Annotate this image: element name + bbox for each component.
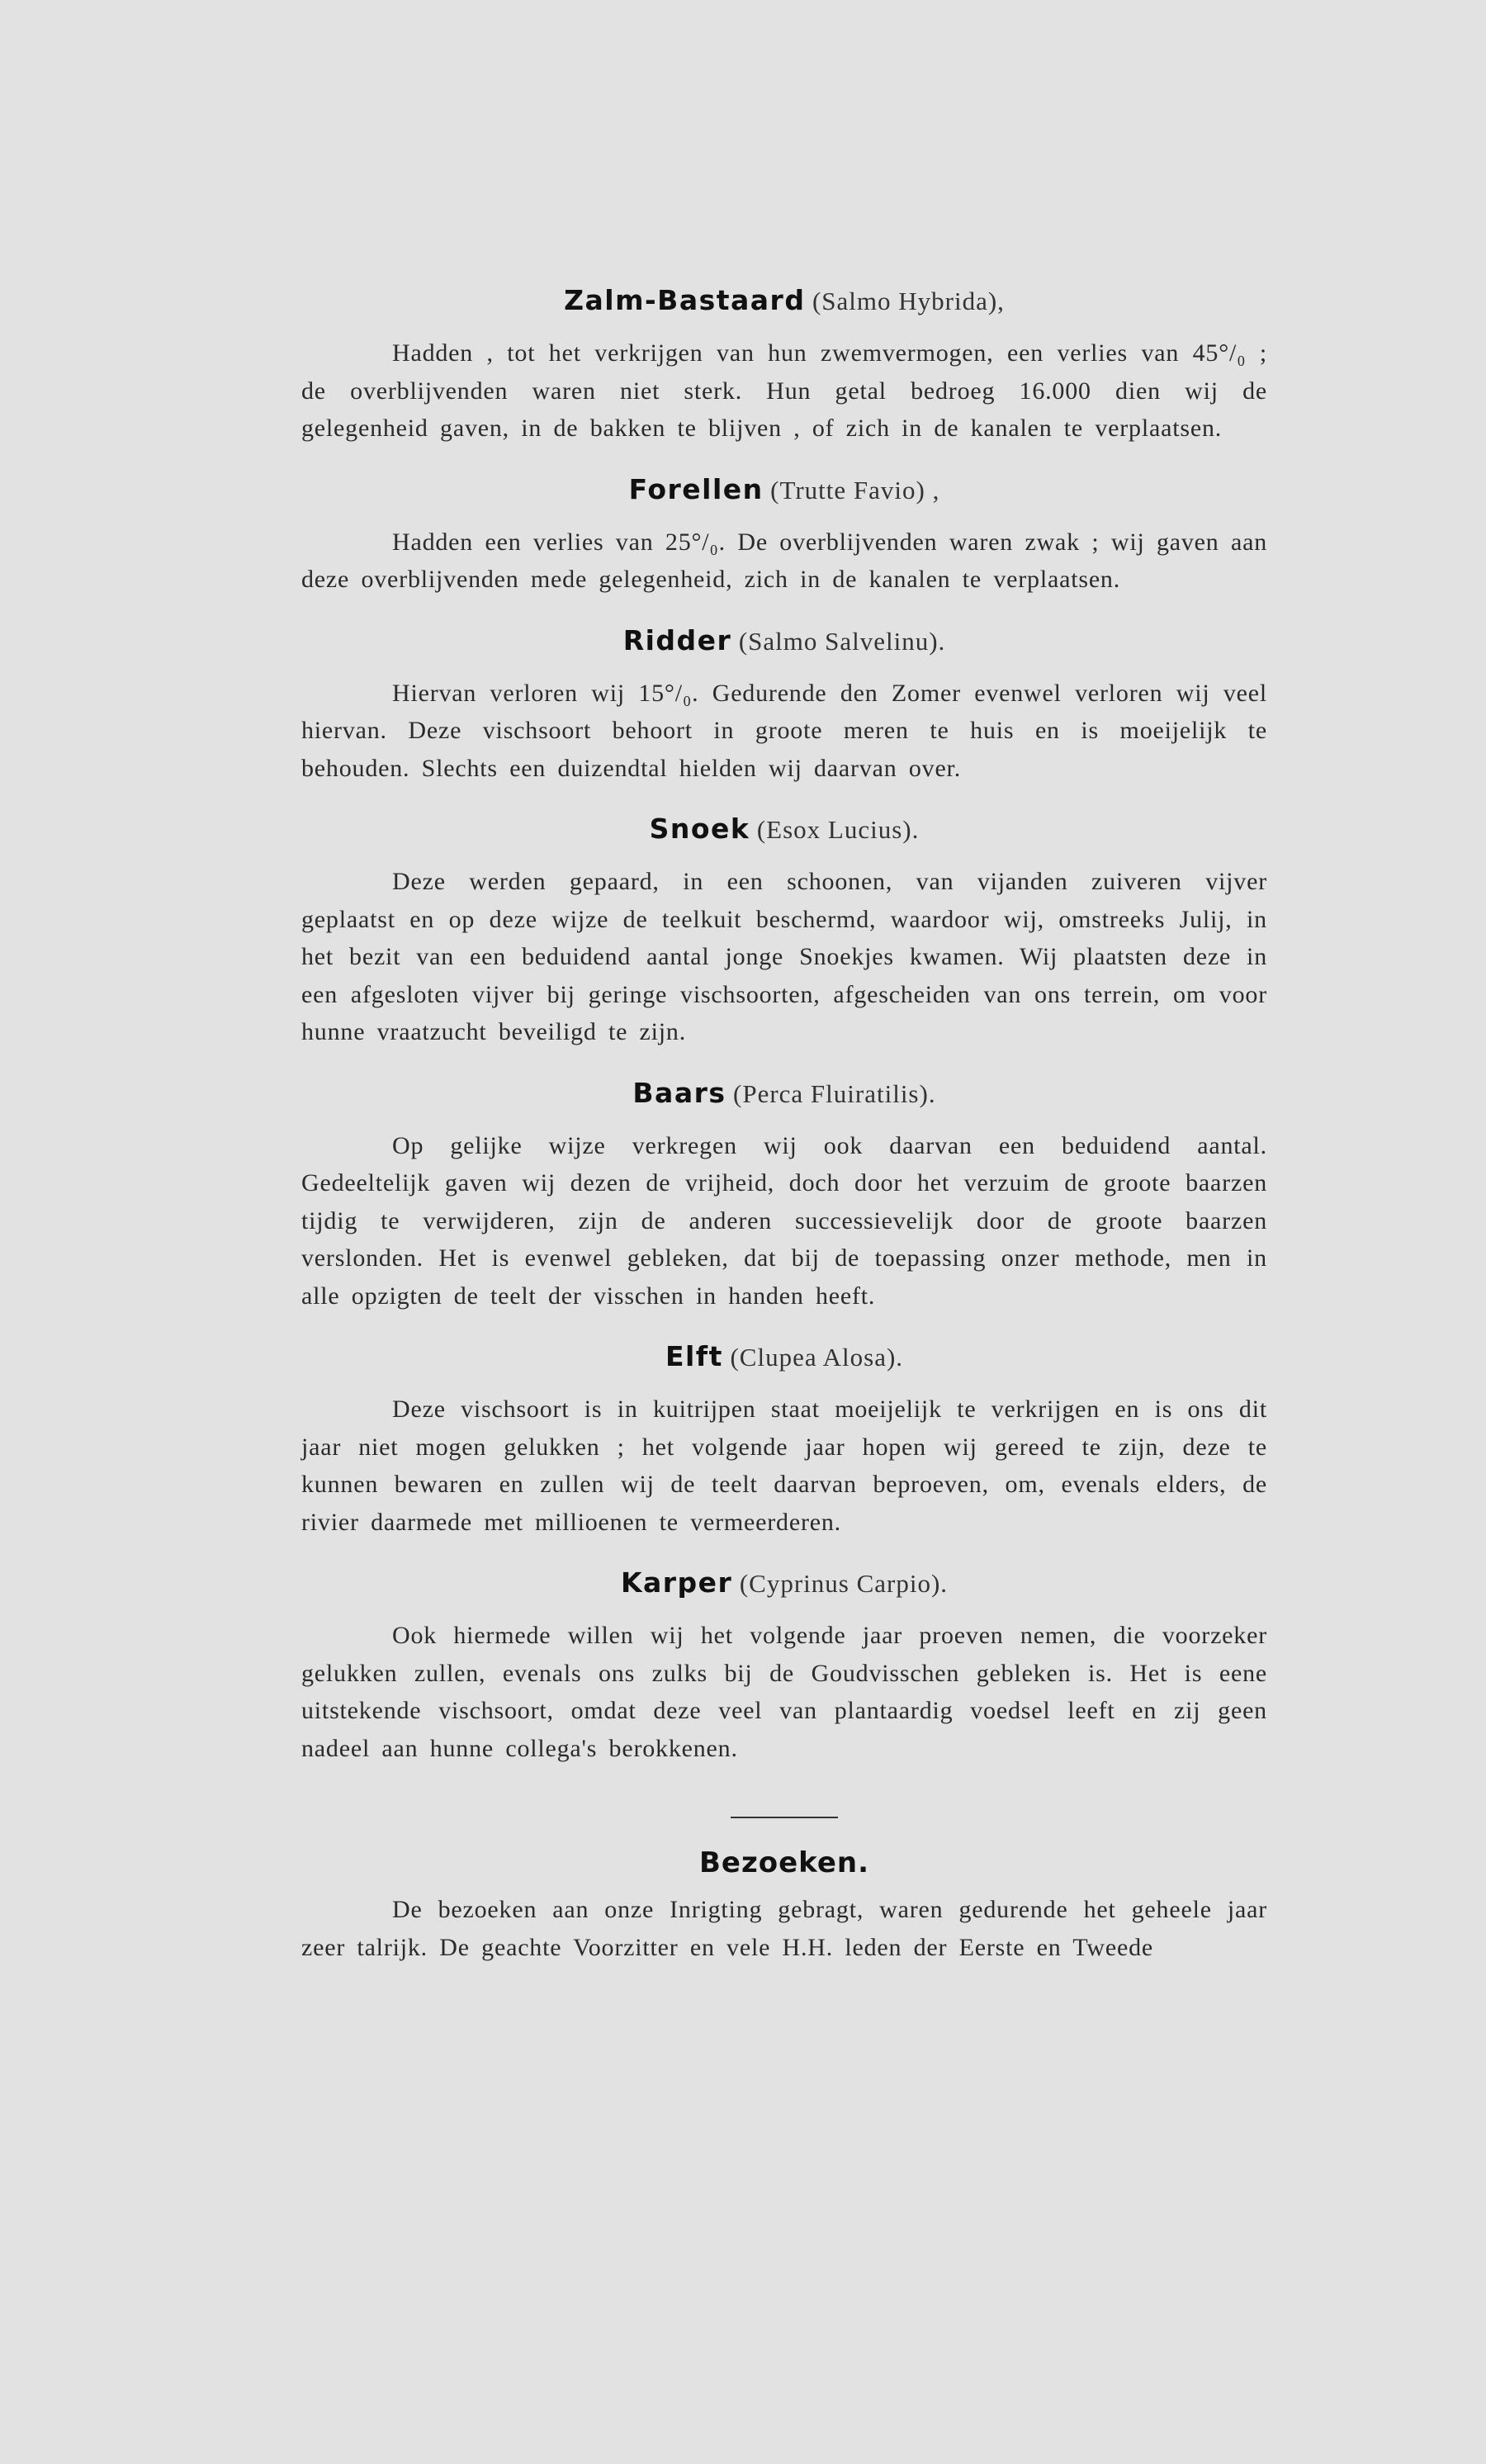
latin-name: (Trutte Favio) , — [770, 475, 940, 505]
entry-heading-elft — [301, 1333, 1267, 1382]
species-name: Forellen — [628, 472, 764, 505]
species-name: Elft — [665, 1340, 723, 1372]
latin-name: (Perca Fluiratilis). — [733, 1078, 936, 1108]
latin-name: (Cyprinus Carpio). — [739, 1569, 949, 1598]
species-name: Ridder — [622, 623, 732, 656]
entry-heading-ridder — [301, 617, 1267, 666]
entry-text-karper: Ook hiermede willen wij het volgende jaar proeven nemen, die voorzeker gelukken zullen, evenals ons zulks bij de Goudvisschen gebleken is. Het is eene uitstekende vischsoort, omdat deze veel van plantaardig voedsel leeft en zij geen nadeel aan hunne collega's berokkenen. — [301, 1622, 1267, 1762]
latin-name: (Esox Lucius). — [756, 815, 920, 844]
species-name: Snoek — [649, 813, 750, 845]
latin-name: (Salmo Hybrida), — [812, 287, 1005, 315]
entry-text-forellen: Hadden een verlies van 25°/₀. De overblijvenden waren zwak ; wij gaven aan deze overblijvenden mede gelegenheid, zich in de kanalen te verplaatsen. — [301, 528, 1267, 593]
entry-heading-baars — [301, 1069, 1267, 1119]
entry-text-baars: Op gelijke wijze verkregen wij ook daarvan een beduidend aantal. Gedeeltelijk gaven wij dezen de vrijheid, doch door het verzuim de groote baarzen tijdig te verwijderen, zijn de anderen successievelijk door de groote baarzen verslonden. Het is evenwel gebleken, dat bij de toepassing onzer methode, men in alle opzigten de teelt der visschen in handen heeft. — [301, 1131, 1267, 1310]
entry-text-zalm-bastaard: Hadden , tot het verkrijgen van hun zwemvermogen, een verlies van 45°/₀ ; de overblijvenden waren niet sterk. Hun getal bedroeg 16.000 dien wij de gelegenheid gaven, in de bakken te blijven , of zich in de kanalen te verplaatsen. — [301, 339, 1267, 442]
species-name: Zalm-Bastaard — [564, 284, 806, 316]
section-divider — [731, 1817, 838, 1818]
species-name: Baars — [632, 1076, 726, 1109]
entry-text-elft: Deze vischsoort is in kuitrijpen staat moeijelijk te verkrijgen en is ons dit jaar niet mogen gelukken ; het volgende jaar hopen wij gereed te zijn, deze te kunnen bewaren en zullen wij de teelt daarvan beproeven, om, evenals elders, de rivier daarmede met millioenen te vermeerderen. — [301, 1395, 1267, 1536]
entry-text-snoek: Deze werden gepaard, in een schoonen, van vijanden zuiveren vijver geplaatst en op deze wijze de teelkuit beschermd, waardoor wij, omstreeks Julij, in het bezit van een beduidend aantal jonge Snoekjes kwamen. Wij plaatsten deze in een afgesloten vijver bij geringe vischsoorten, afgescheiden van ons terrein, om voor hunne vraatzucht beveiligd te zijn. — [301, 868, 1267, 1045]
entry-text-ridder: Hiervan verloren wij 15°/₀. Gedurende den Zomer evenwel verloren wij veel hiervan. Deze vischsoort behoort in groote meren te huis en is moeijelijk te behouden. Slechts een duizendtal hielden wij daarvan over. — [301, 679, 1267, 782]
latin-name: (Salmo Salvelinu). — [738, 626, 946, 656]
entry-heading-forellen — [301, 466, 1267, 515]
entry-heading-zalm-bastaard — [301, 277, 1267, 326]
entry-heading-karper — [301, 1559, 1267, 1609]
section-title-bezoeken: Bezoeken. — [698, 1846, 870, 1879]
species-name: Karper — [620, 1566, 733, 1599]
latin-name: (Clupea Alosa). — [730, 1343, 904, 1372]
entry-heading-snoek — [301, 805, 1267, 855]
page-content — [301, 277, 1267, 1984]
section-text-bezoeken: De bezoeken aan onze Inrigting gebragt, waren gedurende het geheele jaar zeer talrijk. De geachte Voorzitter en vele H.H. leden der Eerste en Tweede — [301, 1896, 1267, 1961]
